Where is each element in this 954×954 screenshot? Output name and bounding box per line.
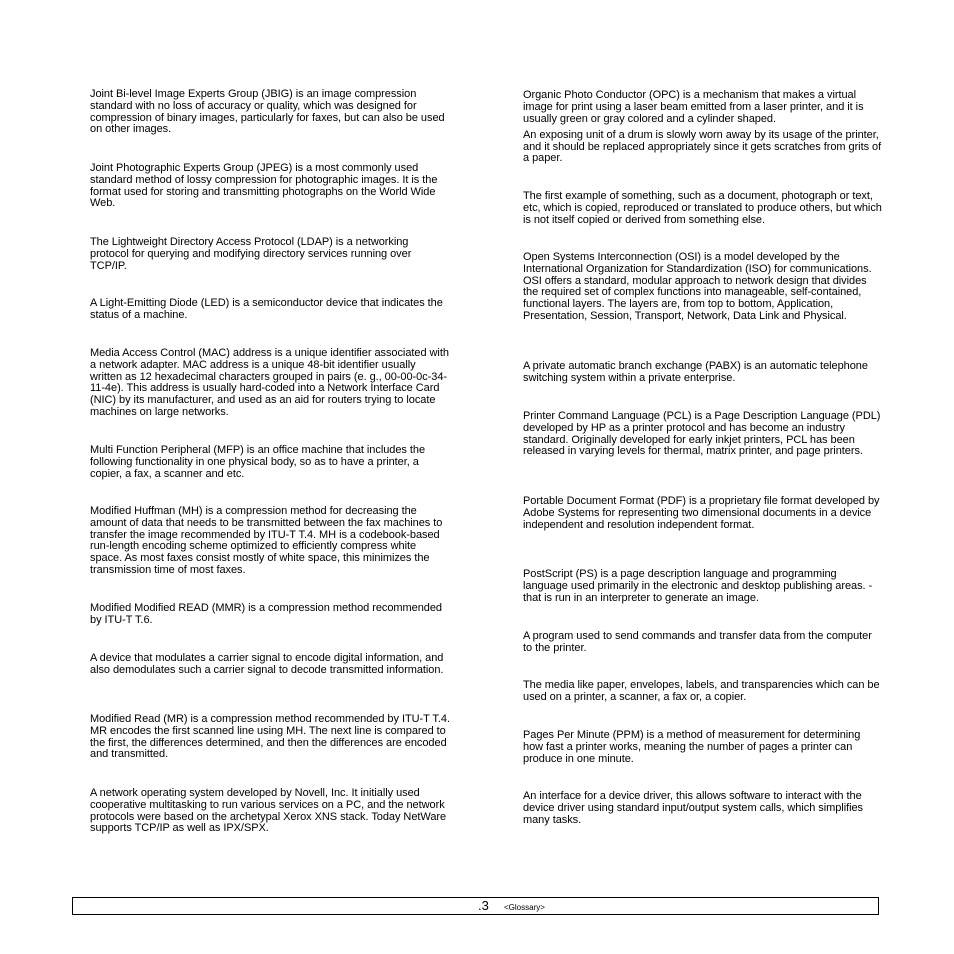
definition-text: An exposing unit of a drum is slowly worn away by its usage of the printer, and it should be replaced appropriately since it gets scratches from grits of a paper. (523, 128, 882, 165)
glossary-entry-pcl (523, 411, 883, 463)
definition-text: PostScript (PS) is a page description language and programming language used primarily in the electronic and desktop publishing areas. - that is run in an interpreter to generate an image. (523, 568, 873, 604)
definition-text: Modified Read (MR) is a compression method recommended by ITU-T T.4. MR encodes the first scanned line using MH. The next line is compared to the first, the differences determined, and then the differences are encoded and transmitted. (90, 713, 450, 761)
definition-text: An interface for a device driver, this allows software to interact with the device driver using standard input/output system calls, which simplifies many tasks. (523, 790, 864, 826)
glossary-entry-jbig (90, 89, 450, 141)
definition-text: A device that modulates a carrier signal to encode digital information, and also demodulates such a carrier signal to decode transmitted information. (90, 652, 444, 676)
definition-text: Pages Per Minute (PPM) is a method of measurement for determining how fast a printer works, meaning the number of pages a printer can produce in one minute. (523, 729, 861, 765)
definition-text: The media like paper, envelopes, labels, and transparencies which can be used on a printer, a scanner, a fax or, a copier. (523, 679, 880, 703)
definition-text: Media Access Control (MAC) address is a unique identifier associated with a network adapter. MAC address is a unique 48-bit identifier usually written as 12 hexadecimal characters grouped in pairs (e. g., 00-00-0c-34-11-4e). This address is usually hard-coded into a Network Interface Card (NIC) by its manufacturer, and used as an aid for routers trying to locate machines on large networks. (90, 347, 449, 418)
definition-text: A program used to send commands and transfer data from the computer to the printer. (523, 630, 872, 654)
definition-text: A network operating system developed by Novell, Inc. It initially used cooperative multitasking to run various services on a PC, and the network protocols were based on the archetypal Xerox XNS stack. Today NetWare supports TCP/IP as well as IPX/SPX. (90, 787, 447, 835)
glossary-entry-postscript (523, 569, 883, 609)
definition-text: The Lightweight Directory Access Protocol (LDAP) is a networking protocol for querying and modifying directory services running over TCP/IP. (90, 236, 412, 272)
glossary-entry-opc (523, 90, 883, 170)
definition-text: A private automatic branch exchange (PABX) is an automatic telephone switching system within a private enterprise. (523, 360, 868, 384)
definition-text: Organic Photo Conductor (OPC) is a mechanism that makes a virtual image for print using a laser beam emitted from a laser printer, and it is usually green or gray colored and a cylinder shaped. (523, 89, 864, 125)
glossary-entry-osi (523, 252, 883, 327)
glossary-entry-jpeg (90, 163, 450, 215)
glossary-entry-ppm (523, 730, 883, 770)
definition-text: Joint Photographic Experts Group (JPEG) is a most commonly used standard method of lossy compression for photographic images. It is the format used for storing and transmitting photographs on the World Wide Web. (90, 162, 438, 210)
definition-text: Joint Bi-level Image Experts Group (JBIG) is an image compression standard with no loss of accuracy or quality, which was designed for compression of binary images, particularly for faxes, but can also be used on other images. (90, 88, 445, 136)
glossary-entry-printer-driver (523, 631, 883, 659)
definition-text: Multi Function Peripheral (MFP) is an office machine that includes the following functionality in one physical body, so as to have a printer, a copier, a fax, a scanner and etc. (90, 444, 426, 480)
glossary-entry-mac (90, 348, 450, 423)
glossary-entry-prn-file (523, 791, 883, 831)
definition-text: Portable Document Format (PDF) is a proprietary file format developed by Adobe Systems for representing two dimensional documents in a device independent and resolution independent format. (523, 495, 880, 531)
glossary-entry-pabx (523, 361, 883, 389)
section-label: <Glossary> (504, 903, 545, 912)
page-footer (72, 897, 879, 915)
glossary-entry-pdf (523, 496, 883, 536)
glossary-entry-mmr (90, 603, 450, 631)
definition-text: Modified Huffman (MH) is a compression method for decreasing the amount of data that needs to be transmitted between the fax machines to transfer the image recommended by ITU-T T.4. MH is a codebook-based run-length encoding scheme optimized to efficiently compress white space. As most faxes consist mostly of white space, this minimizes the transmission time of most faxes. (90, 505, 443, 576)
glossary-entry-original (523, 191, 883, 231)
page-number: .3 (478, 898, 489, 913)
definition-text: Open Systems Interconnection (OSI) is a model developed by the International Organization for Standardization (ISO) for communications. OSI offers a standard, modular approach to network design that divides the required set of complex functions into manageable, self-contained, functional layers. The layers are, from top to bottom, Application, Presentation, Session, Transport, Network, Data Link and Physical. (523, 251, 872, 322)
glossary-entry-modem (90, 653, 450, 681)
glossary-entry-mr (90, 714, 450, 766)
glossary-entry-print-media (523, 680, 883, 708)
glossary-entry-ldap (90, 237, 450, 277)
definition-text: A Light-Emitting Diode (LED) is a semiconductor device that indicates the status of a machine. (90, 297, 443, 321)
definition-text: The first example of something, such as a document, photograph or text, etc, which is copied, reproduced or translated to produce others, but which is not itself copied or derived from something else. (523, 190, 882, 226)
glossary-entry-netware (90, 788, 450, 840)
glossary-entry-mh (90, 506, 450, 581)
definition-text: Modified Modified READ (MMR) is a compression method recommended by ITU-T T.6. (90, 602, 442, 626)
definition-text: Printer Command Language (PCL) is a Page Description Language (PDL) developed by HP as a printer protocol and has become an industry standard. Originally developed for early inkjet printers, PCL has been released in varying levels for thermal, matrix printer, and page printers. (523, 410, 881, 458)
glossary-entry-mfp (90, 445, 450, 485)
glossary-entry-led (90, 298, 450, 326)
